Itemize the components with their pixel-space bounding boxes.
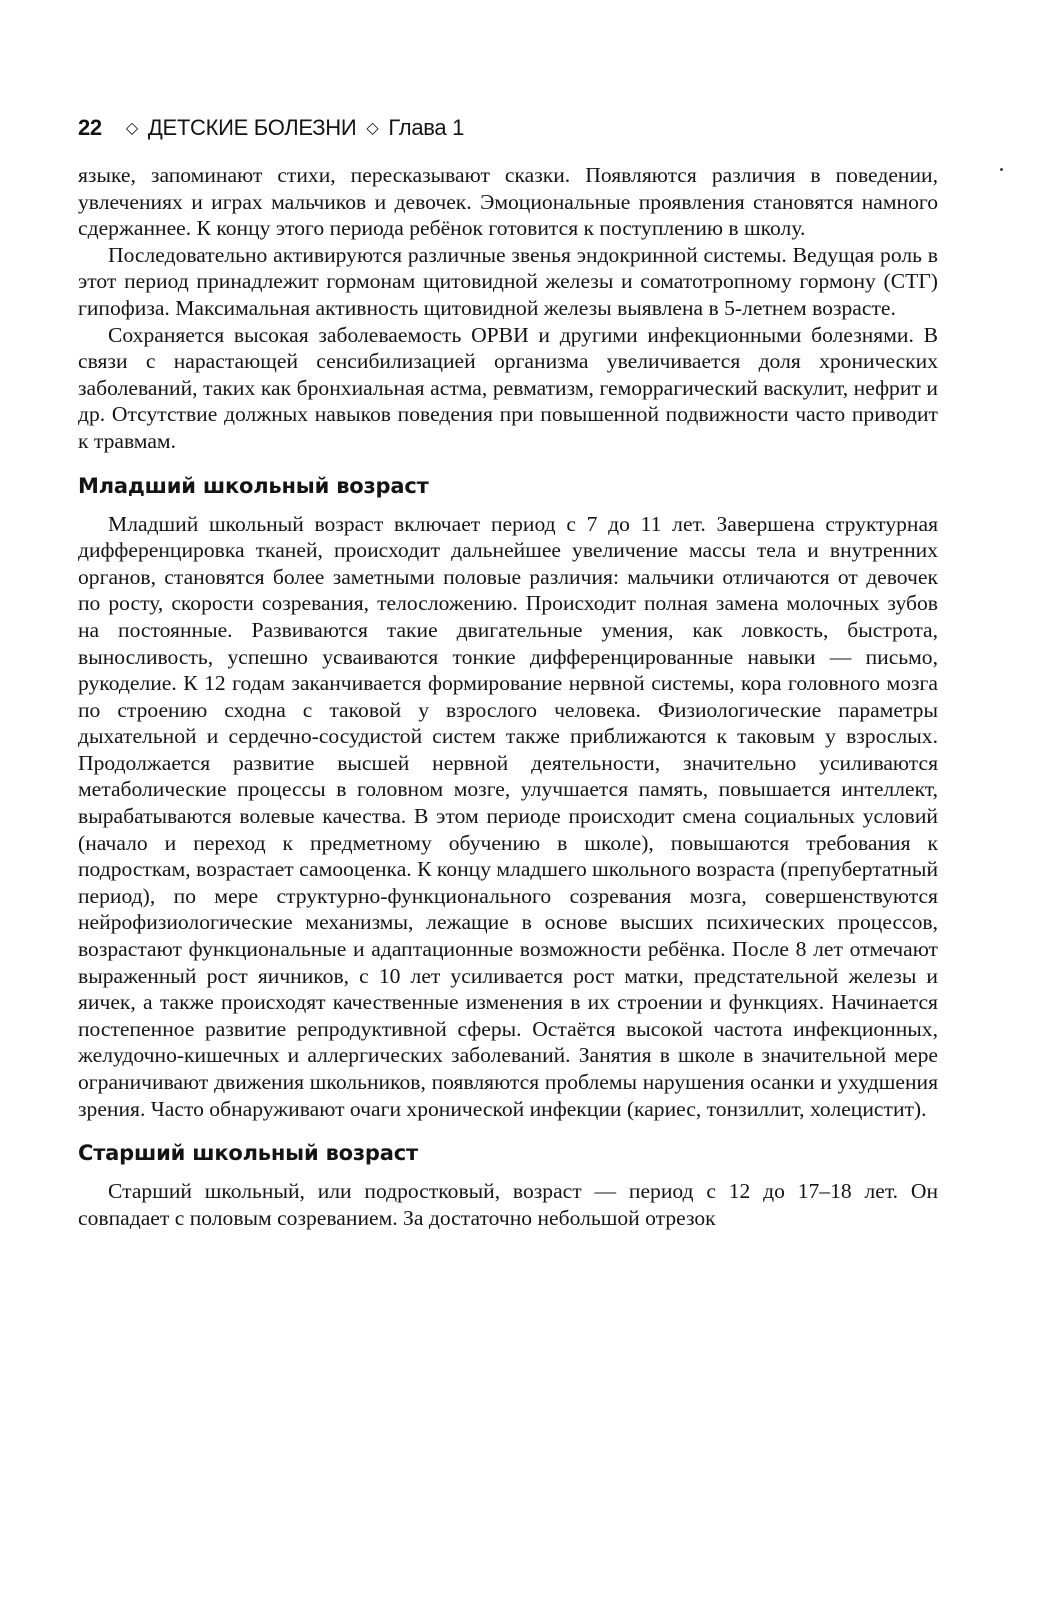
- paragraph: Старший школьный, или подростковый, возраст — период с 12 до 17–18 лет. Он совпадает с половым созреванием. За достаточно небольшой отрезок: [78, 1179, 938, 1230]
- section-heading-senior: Старший школьный возраст: [78, 1141, 418, 1166]
- paragraph: Сохраняется высокая заболеваемость ОРВИ и другими инфекционными болезнями. В связи с нарастающей сенсибилизацией организма увеличивается доля хронических заболеваний, таких как бронхиальная астма, ревматизм, геморрагический васкулит, нефрит и др. Отсутствие должных навыков поведения при повышенной подвижности часто приводит к травмам.: [78, 322, 938, 453]
- section-heading-junior: Младший школьный возраст: [78, 473, 429, 498]
- diamond-icon: ◇: [125, 120, 138, 137]
- paragraph: Младший школьный возраст включает период с 7 до 11 лет. Завершена структурная дифференцировка тканей, происходит дальнейшее увеличение массы тела и внутренних органов, становятся более заметными половые различия: мальчики отличаются от девочек по росту, скорости созревания, телосложению. Происходит полная замена молочных зубов на постоянные. Развиваются такие двигательные умения, как ловкость, быстрота, выносливость, успешно усваиваются тонкие дифференцированные навыки — письмо, рукоделие. К 12 годам заканчивается формирование нервной системы, кора головного мозга по строению сходна с таковой у взрослого человека. Физиологические параметры дыхательной и сердечно-сосудистой систем также приближаются к таковым у взрослых. Продолжается развитие высшей нервной деятельности, значительно усиливаются метаболические процессы в головном мозге, улучшается память, повышается интеллект, вырабатываются волевые качества. В этом периоде происходит смена социальных условий (начало и переход к предметному обучению в школе), повышаются требования к подросткам, возрастает самооценка. К концу младшего школьного возраста (препубертатный период), по мере структурно-функционального созревания мозга, совершенствуются нейрофизиологические механизмы, лежащие в основе высших психических процессов, возрастают функциональные и адаптационные возможности ребёнка. После 8 лет отмечают выраженный рост яичников, с 10 лет усиливается рост матки, предстательной железы и яичек, а также происходят качественные изменения в их строении и функциях. Начинается постепенное развитие репродуктивной сферы. Остаётся высокой частота инфекционных, желудочно-кишечных и аллергических заболеваний. Занятия в школе в значительной мере ограничивают движения школьников, появляются проблемы нарушения осанки и ухудшения зрения. Часто обнаруживают очаги хронической инфекции (кариес, тонзиллит, холецистит).: [78, 511, 938, 1121]
- chapter-label: Глава 1: [388, 115, 465, 140]
- scan-speck: [1000, 168, 1003, 171]
- book-page: [78, 112, 938, 1231]
- paragraph: языке, запоминают стихи, пересказывают сказки. Появляются различия в поведении, увлечениях и играх мальчиков и девочек. Эмоциональные проявления становятся намного сдержаннее. К концу этого периода ребёнок готовится к поступлению в школу.: [78, 163, 938, 241]
- paragraph: Последовательно активируются различные звенья эндокринной системы. Ведущая роль в этот период принадлежит гормонам щитовидной железы и соматотропному гормону (СТГ) гипофиза. Максимальная активность щитовидной железы выявлена в 5-летнем возрасте.: [78, 242, 938, 320]
- diamond-icon: ◇: [366, 120, 379, 137]
- body-text: [78, 162, 938, 1231]
- running-head: [78, 112, 938, 144]
- book-title: ДЕТСКИЕ БОЛЕЗНИ: [147, 115, 357, 140]
- page-number: 22: [78, 115, 102, 140]
